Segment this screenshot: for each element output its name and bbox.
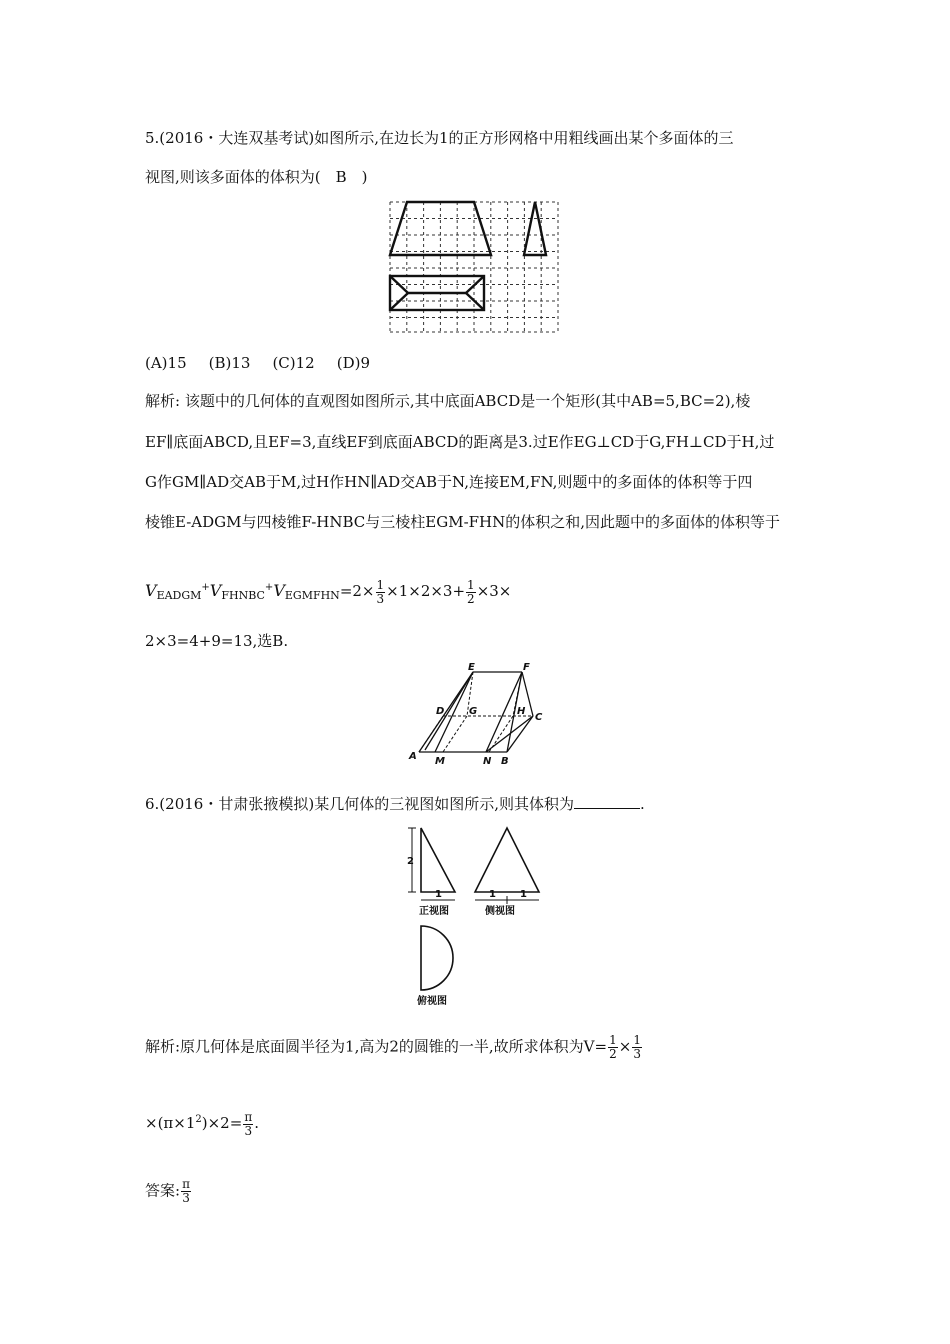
q5-line-1: 5.(2016・大连双基考试)如图所示,在边长为1的正方形网格中用粗线画出某个多面体的三	[145, 129, 734, 147]
q5-solid-figure	[405, 660, 555, 770]
q6-three-view-figure	[405, 820, 555, 1010]
top-view-right-chevron	[466, 276, 484, 310]
q5-analysis-4: 棱锥E-ADGM与四棱锥F-HNBC与三棱柱EGM-FHN的体积之和,因此题中的多面体的体积等于	[145, 513, 781, 531]
label-top-view: 俯视图	[417, 996, 447, 1007]
q5-analysis-1: 解析: 该题中的几何体的直观图如图所示,其中底面ABCD是一个矩形(其中AB=5,BC=2),棱	[145, 392, 751, 410]
label-c: C	[535, 712, 543, 723]
top-view-left-chevron	[390, 276, 408, 310]
q5-result-line: 2×3=4+9=13,选B.	[145, 632, 289, 650]
q5-analysis-3: G作GM∥AD交AB于M,过H作HN∥AD交AB于N,连接EM,FN,则题中的多面体的体积等于四	[145, 473, 753, 491]
top-view-semicircle	[421, 926, 453, 990]
q6-analysis-1: 解析:原几何体是底面圆半径为1,高为2的圆锥的一半,故所求体积为V= $\frac{1}{2}$ × $\frac{1}{3}$	[145, 1033, 641, 1061]
fraction: $\frac{1}{2}$	[609, 1033, 617, 1061]
side-view-triangle	[475, 828, 539, 892]
fraction: $\frac{1}{2}$	[467, 577, 475, 606]
fraction: $\frac{\pi}{3}$	[244, 1109, 253, 1138]
option-d: (D)9	[336, 354, 371, 372]
q5-analysis-2: EF∥底面ABCD,且EF=3,直线EF到底面ABCD的距离是3.过E作EG⊥CD于G,FH⊥CD于H,过	[145, 433, 775, 451]
label-side-view: 侧视图	[485, 906, 515, 917]
v-symbol: V	[145, 581, 157, 600]
fraction: $\frac{1}{3}$	[376, 577, 385, 606]
option-a: (A)15	[145, 354, 187, 372]
label-front-view: 正视图	[419, 906, 449, 917]
dim-side-left: 1	[489, 889, 496, 900]
grid-lines	[390, 202, 558, 332]
label-g: G	[469, 706, 478, 717]
label-b: B	[501, 756, 509, 767]
q5-three-view-figure	[388, 200, 560, 334]
fraction: $\frac{\pi}{3}$	[182, 1177, 190, 1205]
q6-analysis-2: $\times(\pi\times 1^2)\times 2=$ $\frac{\pi}{3}$ .	[145, 1109, 259, 1138]
label-e: E	[468, 662, 475, 673]
dim-height: 2	[407, 856, 414, 867]
label-f: F	[523, 662, 530, 673]
side-view-triangle	[524, 202, 546, 255]
answer-blank	[574, 794, 640, 809]
q6-line-1: 6.(2016・甘肃张掖模拟)某几何体的三视图如图所示,则其体积为 .	[145, 795, 645, 813]
label-h: H	[517, 706, 526, 717]
fraction: $\frac{1}{3}$	[633, 1033, 641, 1061]
label-n: N	[483, 756, 492, 767]
option-c: (C)12	[272, 354, 315, 372]
label-a: A	[409, 751, 417, 762]
front-view-triangle	[421, 828, 455, 892]
option-b: (B)13	[208, 354, 251, 372]
q5-volume-formula: $V_{EADGM}^+V_{FHNBC}^+V_{EGMFHN}=2\times$ $\frac{1}{3}$ ×1×2×3+ $\frac{1}{2}$ ×3×	[145, 577, 512, 606]
q6-answer: 答案: $\frac{\pi}{3}$	[145, 1177, 190, 1205]
q5-line-2: 视图,则该多面体的体积为( B )	[145, 168, 368, 186]
label-d: D	[436, 706, 445, 717]
dim-front-width: 1	[435, 889, 442, 900]
dim-side-right: 1	[520, 889, 527, 900]
q5-options	[145, 353, 370, 373]
label-m: M	[435, 756, 445, 767]
